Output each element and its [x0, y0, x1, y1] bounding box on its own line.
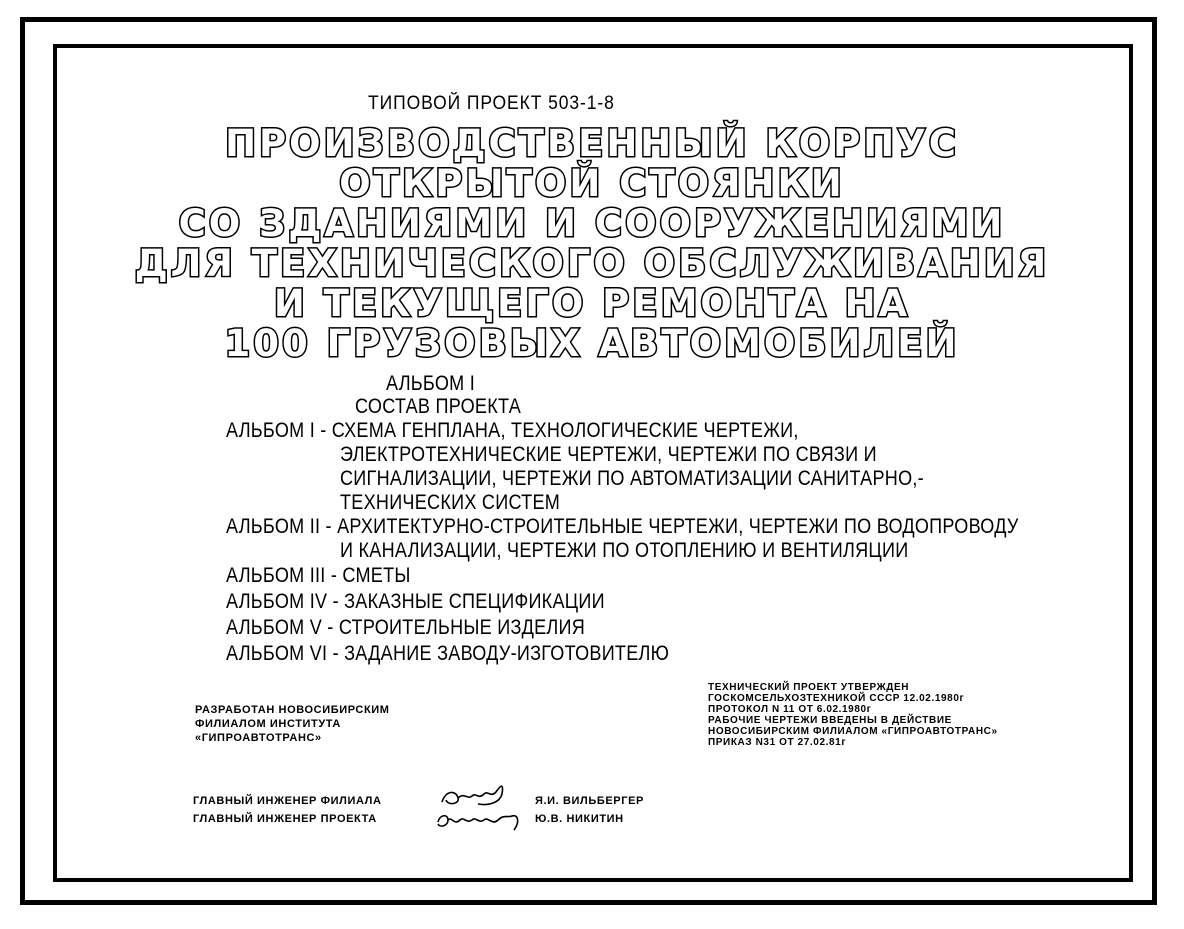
approval-line-6: ПРИКАЗ N31 ОТ 27.02.81г	[708, 737, 847, 748]
developer-line-3: «ГИПРОАВТОТРАНС»	[195, 732, 322, 744]
contents-line-8: АЛЬБОМ IV - ЗАКАЗНЫЕ СПЕЦИФИКАЦИИ	[226, 590, 605, 613]
title-line-3: СО ЗДАНИЯМИ И СООРУЖЕНИЯМИ	[178, 202, 1006, 245]
signature-role-1: ГЛАВНЫЙ ИНЖЕНЕР ФИЛИАЛА	[193, 795, 382, 807]
approval-line-3: ПРОТОКОЛ N 11 ОТ 6.02.1980г	[708, 704, 872, 715]
signature-name-2: Ю.В. НИКИТИН	[535, 813, 624, 825]
title-line-2: ОТКРЫТОЙ СТОЯНКИ	[339, 162, 845, 205]
composition-heading: СОСТАВ ПРОЕКТА	[355, 395, 522, 418]
approval-line-4: РАБОЧИЕ ЧЕРТЕЖИ ВВЕДЕНЫ В ДЕЙСТВИЕ	[708, 715, 952, 726]
contents-line-7: АЛЬБОМ III - СМЕТЫ	[226, 564, 411, 587]
contents-line-5: АЛЬБОМ II - АРХИТЕКТУРНО-СТРОИТЕЛЬНЫЕ ЧЕРТЕЖИ, ЧЕРТЕЖИ ПО ВОДОПРОВОДУ	[226, 515, 1019, 538]
approval-line-1: ТЕХНИЧЕСКИЙ ПРОЕКТ УТВЕРЖДЕН	[708, 682, 910, 693]
title-line-4: ДЛЯ ТЕХНИЧЕСКОГО ОБСЛУЖИВАНИЯ	[134, 242, 1050, 285]
developer-line-2: ФИЛИАЛОМ ИНСТИТУТА	[195, 718, 341, 730]
signature-name-1: Я.И. ВИЛЬБЕРГЕР	[535, 795, 644, 807]
handwritten-signature-2	[434, 808, 530, 834]
approval-line-2: ГОСКОМСЕЛЬХОЗТЕХНИКОЙ СССР 12.02.1980г	[708, 693, 965, 704]
contents-line-2: ЭЛЕКТРОТЕХНИЧЕСКИЕ ЧЕРТЕЖИ, ЧЕРТЕЖИ ПО СВЯЗИ И	[340, 443, 877, 466]
approval-line-5: НОВОСИБИРСКИМ ФИЛИАЛОМ «ГИПРОАВТОТРАНС»	[708, 726, 998, 737]
title-line-5: И ТЕКУЩЕГО РЕМОНТА НА	[273, 282, 911, 325]
contents-line-4: ТЕХНИЧЕСКИХ СИСТЕМ	[340, 491, 561, 514]
contents-line-10: АЛЬБОМ VI - ЗАДАНИЕ ЗАВОДУ-ИЗГОТОВИТЕЛЮ	[226, 642, 670, 665]
signature-role-2: ГЛАВНЫЙ ИНЖЕНЕР ПРОЕКТА	[193, 813, 377, 825]
contents-line-6: И КАНАЛИЗАЦИИ, ЧЕРТЕЖИ ПО ОТОПЛЕНИЮ И ВЕНТИЛЯЦИИ	[340, 539, 909, 562]
contents-line-3: СИГНАЛИЗАЦИИ, ЧЕРТЕЖИ ПО АВТОМАТИЗАЦИИ САНИТАРНО,-	[340, 467, 924, 490]
handwritten-signature-1	[438, 780, 522, 810]
project-series-number: ТИПОВОЙ ПРОЕКТ 503-1-8	[368, 93, 615, 114]
developer-line-1: РАЗРАБОТАН НОВОСИБИРСКИМ	[195, 704, 390, 716]
contents-line-9: АЛЬБОМ V - СТРОИТЕЛЬНЫЕ ИЗДЕЛИЯ	[226, 616, 586, 639]
contents-line-1: АЛЬБОМ I - СХЕМА ГЕНПЛАНА, ТЕХНОЛОГИЧЕСКИЕ ЧЕРТЕЖИ,	[226, 419, 799, 442]
title-line-1: ПРОИЗВОДСТВЕННЫЙ КОРПУС	[225, 122, 959, 165]
title-line-6: 100 ГРУЗОВЫХ АВТОМОБИЛЕЙ	[224, 322, 960, 365]
current-album-label: АЛЬБОМ I	[386, 372, 475, 395]
